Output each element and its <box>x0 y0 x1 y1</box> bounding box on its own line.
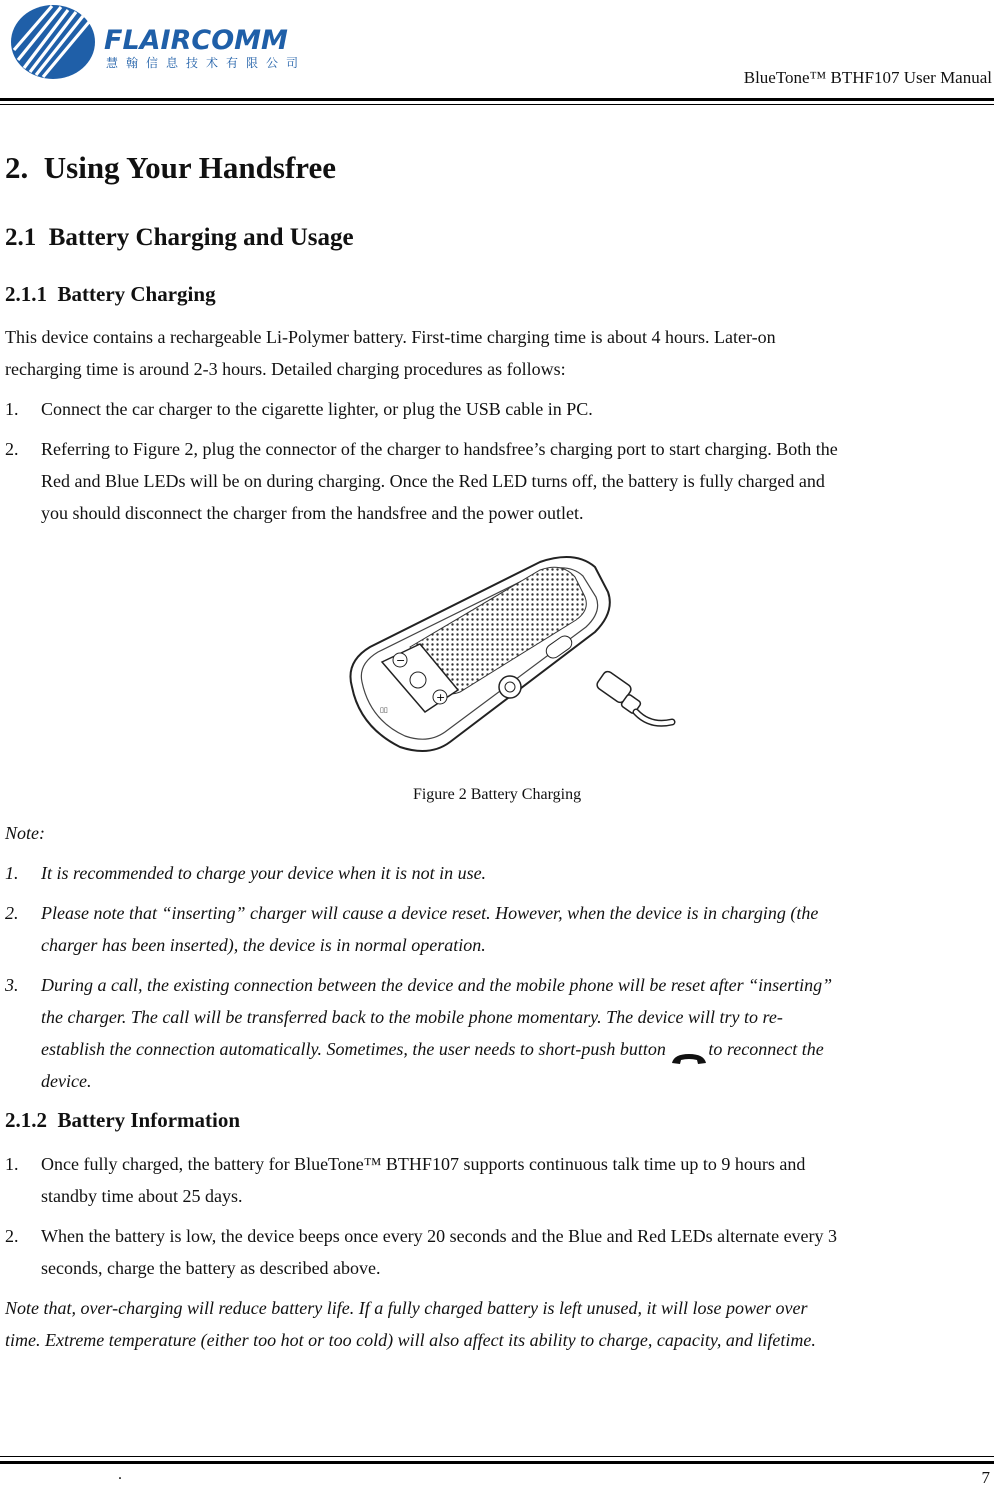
footer-rule-thin <box>0 1456 994 1457</box>
note-item-1: 1. It is recommended to charge your device when it is not in use. <box>5 863 487 883</box>
battery-info-item-2: 2. When the battery is low, the device beeps once every 20 seconds and the Blue and Red LEDs alternate every 3 seconds, charge the battery as described above. <box>5 1226 838 1278</box>
battery-info-item-1: 1. Once fully charged, the battery for BlueTone™ BTHF107 supports continuous talk time up to 9 hours and standby time about 25 days. <box>5 1154 806 1206</box>
section-2-heading: 2. Using Your Handsfree <box>5 150 336 185</box>
document-title: BlueTone™ BTHF107 User Manual <box>743 68 992 87</box>
logo-subtitle-text: 慧翰信息技术有限公司 <box>106 56 306 70</box>
note-label: Note: <box>5 823 45 843</box>
charging-step-2: 2. Referring to Figure 2, plug the connector of the charger to handsfree’s charging port to start charging. Both the Red and Blue LEDs will be on during charging. Once the Red LED turns off, the battery is fully charged and you should disconnect the charger from the handsfree and the power outlet. <box>5 439 838 523</box>
flaircomm-logo <box>6 2 306 84</box>
battery-charging-figure <box>340 552 690 757</box>
figure-caption: Figure 2 Battery Charging <box>412 786 582 803</box>
page-number: 7 <box>981 1468 990 1487</box>
svg-text:−: − <box>396 654 406 667</box>
footer-dot: . <box>118 1466 122 1483</box>
header-rule-thick <box>0 98 994 101</box>
section-2-1-heading: 2.1 Battery Charging and Usage <box>5 224 354 251</box>
svg-text:▯▯: ▯▯ <box>380 706 388 714</box>
note-item-2: 2. Please note that “inserting” charger will cause a device reset. However, when the device is in charging (the charger has been inserted), the device is in normal operation. <box>5 903 819 955</box>
section-2-1-2-heading: 2.1.2 Battery Information <box>5 1108 241 1132</box>
end-call-button-icon <box>670 1044 708 1058</box>
charging-intro: This device contains a rechargeable Li-Polymer battery. First-time charging time is about 4 hours. Later-on recharging time is around 2-3 hours. Detailed charging procedures as follows: <box>5 327 776 379</box>
charging-step-1: 1. Connect the car charger to the cigarette lighter, or plug the USB cable in PC. <box>5 399 593 419</box>
header-rule-thin <box>0 104 994 105</box>
footer-rule-thick <box>0 1461 994 1464</box>
section-2-1-1-heading: 2.1.1 Battery Charging <box>5 282 216 306</box>
svg-text:+: + <box>436 691 446 704</box>
note-item-3: 3. During a call, the existing connection between the device and the mobile phone will be reset after “inserting” the charger. The call will be transferred back to the mobile phone momentary. The device will try to re- establish the connection automatically. Sometimes, the user needs to short-push button to reconnect the device. <box>5 975 833 1091</box>
logo-brand-text: FLAIRCOMM <box>104 25 288 56</box>
battery-warning: Note that, over-charging will reduce battery life. If a fully charged battery is left unused, it will lose power over time. Extreme temperature (either too hot or too cold) will also affect its ability to charge, capacity, and lifetime. <box>5 1298 816 1350</box>
